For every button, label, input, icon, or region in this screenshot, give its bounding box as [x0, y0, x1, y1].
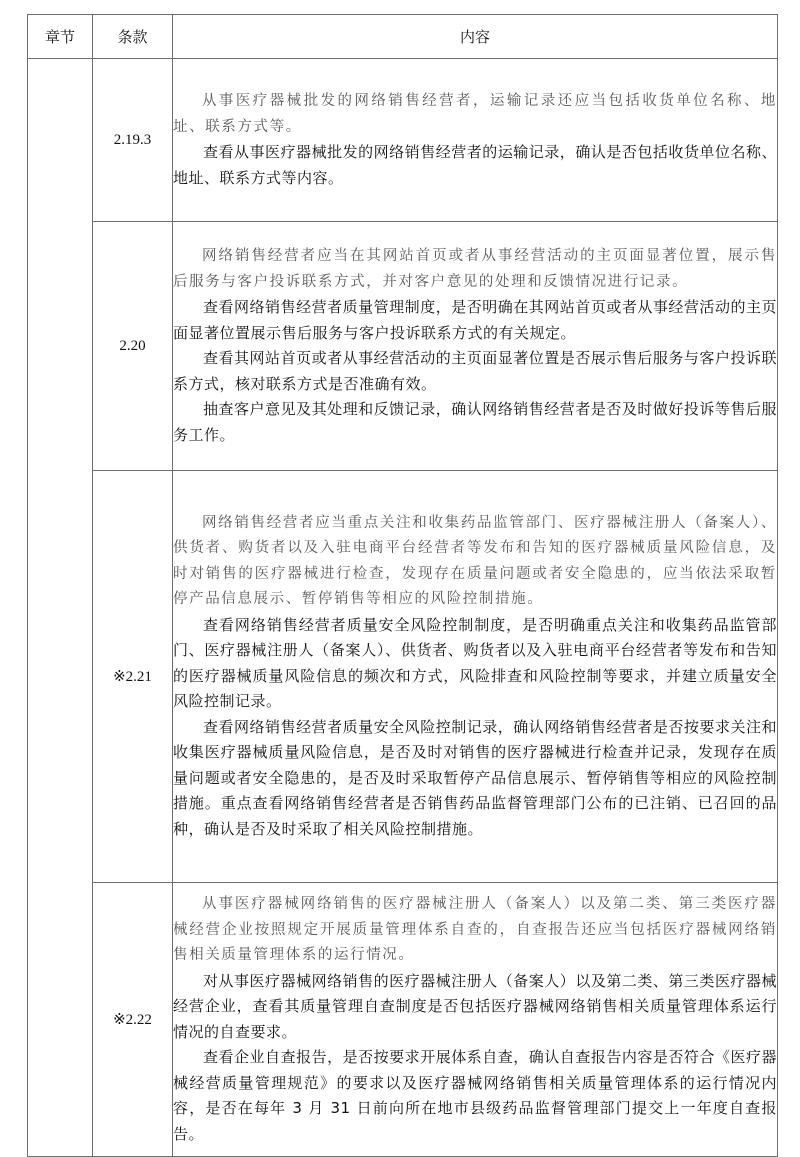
content-cell — [173, 222, 778, 471]
requirement-text: 从事医疗器械批发的网络销售经营者，运输记录还应当包括收货单位名称、地址、联系方式等。 — [173, 93, 777, 135]
requirement-text: 网络销售经营者应当在其网站首页或者从事经营活动的主页面显著位置，展示售后服务与客户投诉联系方式，并对客户意见的处理和反馈情况进行记录。 — [173, 248, 777, 290]
table-row — [28, 883, 778, 1157]
check-text: 查看网络销售经营者质量安全风险控制记录，确认网络销售经营者是否按要求关注和收集医疗器械质量风险信息，是否及时对销售的医疗器械进行检查并记录，发现存在质量问题或者安全隐患的，是否及时采取暂停产品信息展示、暂停销售等相应的风险控制措施。重点查看网络销售经营者是否销售药品监督管理部门公布的已注销、已召回的品种，确认是否及时采取了相关风险控制措施。 — [173, 717, 777, 838]
content-cell — [173, 883, 778, 1157]
check-text: 查看从事医疗器械批发的网络销售经营者的运输记录，确认是否包括收货单位名称、地址、联系方式等内容。 — [173, 143, 777, 187]
check-text: 查看企业自查报告，是否按要求开展体系自查，确认自查报告内容是否符合《医疗器械经营质量管理规范》的要求以及医疗器械网络销售相关质量管理体系的运行情况内容，是否在每年 3 月 31 日前向所在地市县级药品监督管理部门提交上一年度自查报告。 — [173, 1048, 777, 1143]
header-chapter: 章节 — [28, 15, 93, 59]
check-text: 抽查客户意见及其处理和反馈记录，确认网络销售经营者是否及时做好投诉等售后服务工作。 — [173, 400, 777, 444]
header-clause: 条款 — [93, 15, 173, 59]
clause-cell: 2.20 — [93, 222, 173, 471]
content-cell — [173, 59, 778, 222]
clause-cell: 2.19.3 — [93, 59, 173, 222]
table-header-row — [28, 15, 778, 59]
table-row — [28, 59, 778, 222]
table-row — [28, 222, 778, 471]
check-text: 查看网络销售经营者质量安全风险控制制度，是否明确重点关注和收集药品监管部门、医疗器械注册人（备案人）、供货者、购货者以及入驻电商平台经营者等发布和告知的医疗器械质量风险信息的频次和方式，风险排查和风险控制等要求，并建立质量安全风险控制记录。 — [173, 615, 777, 711]
requirement-text: 从事医疗器械网络销售的医疗器械注册人（备案人）以及第二类、第三类医疗器械经营企业按照规定开展质量管理体系自查的，自查报告还应当包括医疗器械网络销售相关质量管理体系的运行情况。 — [173, 896, 777, 963]
regulation-table — [27, 14, 778, 1157]
requirement-text: 网络销售经营者应当重点关注和收集药品监管部门、医疗器械注册人（备案人）、供货者、购货者以及入驻电商平台经营者等发布和告知的医疗器械质量风险信息，及时对销售的医疗器械进行检查，发现存在质量问题或者安全隐患的，应当依法采取暂停产品信息展示、暂停销售等相应的风险控制措施。 — [173, 514, 777, 608]
check-text: 对从事医疗器械网络销售的医疗器械注册人（备案人）以及第二类、第三类医疗器械经营企业，查看其质量管理自查制度是否包括医疗器械网络销售相关质量管理体系运行情况的自查要求。 — [173, 971, 777, 1041]
header-content: 内容 — [173, 15, 778, 59]
clause-cell: ※2.22 — [93, 883, 173, 1157]
chapter-cell — [28, 59, 93, 1157]
clause-cell: ※2.21 — [93, 471, 173, 883]
content-cell — [173, 471, 778, 883]
check-text: 查看其网站首页或者从事经营活动的主页面显著位置是否展示售后服务与客户投诉联系方式，核对联系方式是否准确有效。 — [173, 349, 777, 393]
table-row — [28, 471, 778, 883]
check-text: 查看网络销售经营者质量管理制度，是否明确在其网站首页或者从事经营活动的主页面显著位置展示售后服务与客户投诉联系方式的有关规定。 — [173, 298, 777, 342]
